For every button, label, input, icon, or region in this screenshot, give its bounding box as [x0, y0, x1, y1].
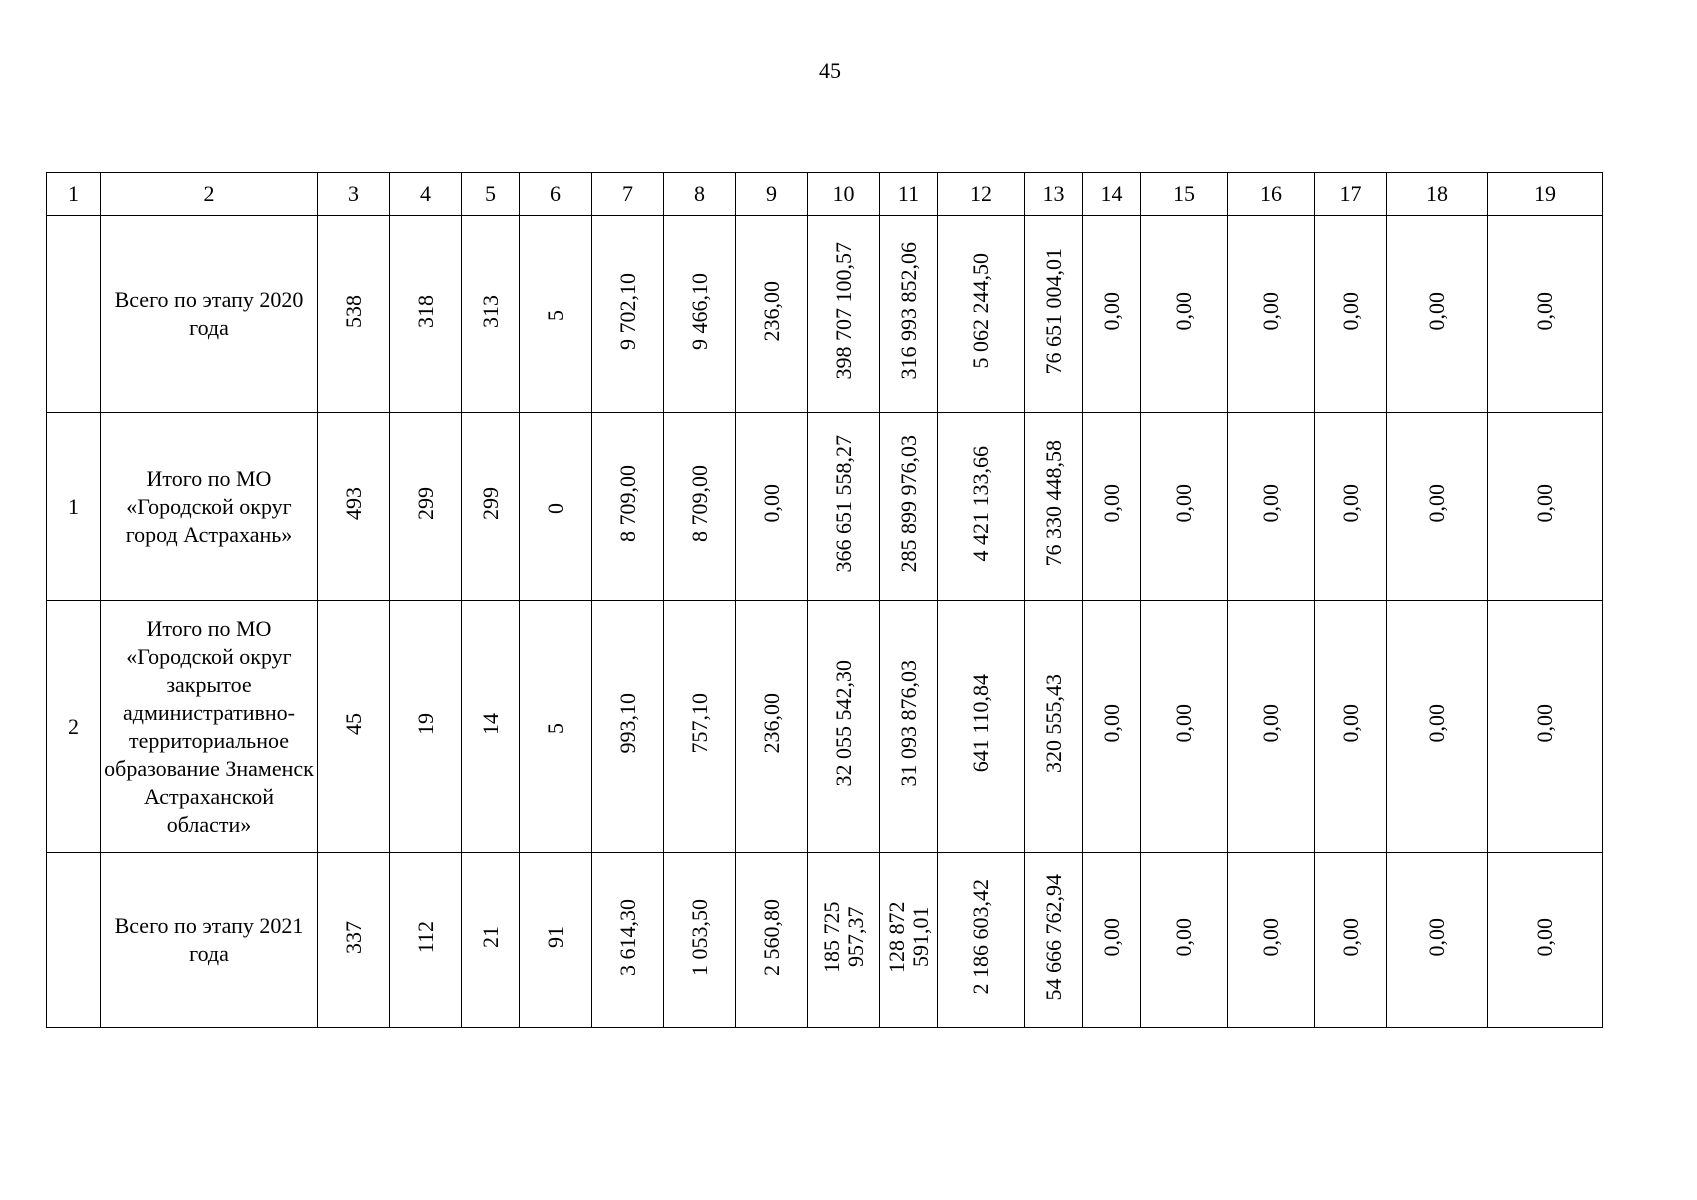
table-cell: [390, 413, 462, 601]
column-header: 2: [101, 173, 318, 216]
table-cell: [1083, 413, 1141, 601]
cell-value: 0: [542, 502, 568, 514]
column-header: 19: [1488, 173, 1603, 216]
cell-value: 0,00: [1532, 704, 1557, 743]
cell-value: 0,00: [1258, 484, 1283, 523]
table-cell: [318, 601, 390, 853]
column-header: 13: [1025, 173, 1083, 216]
table-cell: [1488, 601, 1603, 853]
table-cell: [1387, 853, 1488, 1028]
row-name: Всего по этапу 2020 года: [101, 216, 318, 413]
column-number-row: [47, 173, 1603, 216]
row-name: Всего по этапу 2021 года: [101, 853, 318, 1028]
cell-value: 9 702,10: [614, 272, 640, 350]
cell-value: 0,00: [1171, 291, 1196, 331]
row-number: 1: [47, 413, 101, 601]
table-cell: [462, 853, 520, 1028]
column-header: 5: [462, 173, 520, 216]
cell-value: 0,00: [758, 484, 784, 523]
table-cell: [520, 413, 592, 601]
cell-value: 91: [542, 926, 568, 948]
table-cell: [1083, 216, 1141, 413]
table-cell: [1141, 853, 1228, 1028]
table-cell: [664, 413, 736, 601]
cell-value: 0,00: [1098, 291, 1124, 331]
column-header: 9: [736, 173, 808, 216]
table-cell: [520, 216, 592, 413]
cell-value: 4 421 133,66: [968, 445, 993, 562]
table-cell: [808, 601, 880, 853]
table-cell: [1083, 601, 1141, 853]
page-number: 45: [819, 58, 841, 83]
cell-value: 0,00: [1532, 917, 1557, 957]
data-table: [46, 172, 1603, 1028]
cell-value: 5 062 244,50: [968, 253, 993, 369]
cell-value: 3 614,30: [614, 898, 640, 976]
cell-value: 299: [412, 487, 438, 520]
table-cell: [1228, 601, 1315, 853]
table-row: [47, 601, 1603, 853]
cell-value: 45: [340, 712, 366, 735]
cell-value: 757,10: [686, 693, 712, 754]
table-cell: [1025, 853, 1083, 1028]
cell-value: 366 651 558,27: [830, 434, 856, 573]
cell-value: 0,00: [1258, 704, 1283, 743]
row-number: [47, 216, 101, 413]
column-header: 16: [1228, 173, 1315, 216]
cell-value: 0,00: [1424, 917, 1449, 957]
table-cell: [1387, 601, 1488, 853]
cell-value: 0,00: [1337, 917, 1363, 957]
table-cell: [880, 853, 938, 1028]
cell-value: 8 709,00: [686, 465, 712, 542]
column-header: 10: [808, 173, 880, 216]
column-header: 3: [318, 173, 390, 216]
table-cell: [592, 216, 664, 413]
table-cell: [1315, 216, 1387, 413]
row-name: Итого по МО «Городской округ город Астрахань»: [101, 413, 318, 601]
table-cell: [808, 216, 880, 413]
cell-value: 493: [340, 487, 366, 520]
table-row: [47, 853, 1603, 1028]
table-cell: [736, 601, 808, 853]
table-cell: [664, 853, 736, 1028]
cell-value: 236,00: [758, 693, 784, 754]
cell-value: 0,00: [1424, 291, 1449, 331]
table-cell: [390, 216, 462, 413]
table-cell: [1141, 601, 1228, 853]
table-cell: [1025, 216, 1083, 413]
column-header: 15: [1141, 173, 1228, 216]
cell-value: 641 110,84: [968, 674, 993, 773]
table-cell: [1315, 853, 1387, 1028]
column-header: 6: [520, 173, 592, 216]
cell-value: 0,00: [1171, 484, 1196, 523]
cell-value: 19: [412, 712, 438, 735]
table-cell: [1387, 413, 1488, 601]
table-cell: [462, 601, 520, 853]
column-header: 7: [592, 173, 664, 216]
table-cell: [390, 853, 462, 1028]
table-cell: [1083, 853, 1141, 1028]
table-cell: [808, 853, 880, 1028]
table-cell: [1141, 216, 1228, 413]
table-cell: [938, 413, 1025, 601]
cell-value: 0,00: [1258, 917, 1283, 957]
cell-value: 0,00: [1424, 704, 1449, 743]
table-cell: [1488, 216, 1603, 413]
table-cell: [1228, 216, 1315, 413]
table-row: [47, 413, 1603, 601]
cell-value: 0,00: [1337, 704, 1363, 743]
cell-value: 32 055 542,30: [830, 660, 856, 787]
table-cell: [1488, 413, 1603, 601]
table-cell: [938, 216, 1025, 413]
row-number: [47, 853, 101, 1028]
cell-value: 0,00: [1337, 291, 1363, 331]
column-header: 17: [1315, 173, 1387, 216]
cell-value: 993,10: [614, 693, 640, 754]
table-cell: [1315, 413, 1387, 601]
table-cell: [880, 216, 938, 413]
cell-value: 76 651 004,01: [1040, 247, 1066, 375]
cell-value: 5: [542, 722, 568, 734]
cell-value: 337: [340, 920, 366, 954]
cell-value: 318: [412, 294, 438, 328]
table-cell: [592, 413, 664, 601]
cell-value: 299: [477, 487, 503, 520]
table-cell: [1488, 853, 1603, 1028]
table-cell: [880, 413, 938, 601]
cell-value: 0,00: [1532, 291, 1557, 331]
cell-value: 54 666 762,94: [1040, 873, 1066, 1001]
table-cell: [1025, 601, 1083, 853]
cell-value: 320 555,43: [1040, 674, 1066, 773]
cell-value: 0,00: [1098, 704, 1124, 743]
table-cell: [736, 216, 808, 413]
cell-value: 538: [340, 294, 366, 328]
table-cell: [520, 601, 592, 853]
table-cell: [462, 216, 520, 413]
table-cell: [736, 413, 808, 601]
row-number: 2: [47, 601, 101, 853]
column-header: 1: [47, 173, 101, 216]
column-header: 12: [938, 173, 1025, 216]
table-cell: [318, 216, 390, 413]
cell-value: 9 466,10: [686, 272, 712, 350]
table-cell: [592, 601, 664, 853]
table-cell: [938, 853, 1025, 1028]
table-cell: [880, 601, 938, 853]
cell-value: 0,00: [1098, 484, 1124, 523]
cell-value: 316 993 852,06: [895, 242, 921, 380]
column-header: 14: [1083, 173, 1141, 216]
cell-value: 14: [477, 712, 503, 735]
table-cell: [1141, 413, 1228, 601]
table-row: [47, 216, 1603, 413]
cell-value: 0,00: [1098, 917, 1124, 957]
cell-value: 128 872 591,01: [883, 901, 933, 973]
column-header: 11: [880, 173, 938, 216]
column-header: 4: [390, 173, 462, 216]
table-cell: [318, 853, 390, 1028]
cell-value: 21: [477, 926, 503, 948]
row-name: Итого по МО «Городской округ закрытое административно-территориальное образование Знаменск Астраханской области»: [101, 601, 318, 853]
cell-value: 0,00: [1532, 484, 1557, 523]
cell-value: 185 725 957,37: [818, 901, 868, 973]
table-cell: [1315, 601, 1387, 853]
table-cell: [1025, 413, 1083, 601]
cell-value: 0,00: [1171, 704, 1196, 743]
column-header: 8: [664, 173, 736, 216]
table-cell: [1387, 216, 1488, 413]
table-cell: [390, 601, 462, 853]
cell-value: 8 709,00: [614, 465, 640, 542]
cell-value: 0,00: [1424, 484, 1449, 523]
table-cell: [462, 413, 520, 601]
table-cell: [592, 853, 664, 1028]
table-cell: [664, 216, 736, 413]
cell-value: 236,00: [758, 280, 784, 342]
cell-value: 112: [412, 920, 438, 954]
cell-value: 285 899 976,03: [895, 434, 921, 573]
cell-value: 31 093 876,03: [895, 660, 921, 787]
cell-value: 398 707 100,57: [830, 242, 856, 380]
cell-value: 2 560,80: [758, 898, 784, 976]
table-cell: [1228, 853, 1315, 1028]
table-cell: [736, 853, 808, 1028]
table-cell: [938, 601, 1025, 853]
cell-value: 313: [477, 294, 503, 328]
cell-value: 1 053,50: [686, 898, 712, 976]
cell-value: 5: [542, 310, 568, 321]
table-cell: [520, 853, 592, 1028]
table-cell: [1228, 413, 1315, 601]
table-cell: [318, 413, 390, 601]
cell-value: 0,00: [1171, 917, 1196, 957]
cell-value: 0,00: [1337, 484, 1363, 523]
table-cell: [664, 601, 736, 853]
cell-value: 76 330 448,58: [1040, 440, 1066, 567]
cell-value: 0,00: [1258, 291, 1283, 331]
column-header: 18: [1387, 173, 1488, 216]
table-cell: [808, 413, 880, 601]
cell-value: 2 186 603,42: [968, 879, 993, 995]
